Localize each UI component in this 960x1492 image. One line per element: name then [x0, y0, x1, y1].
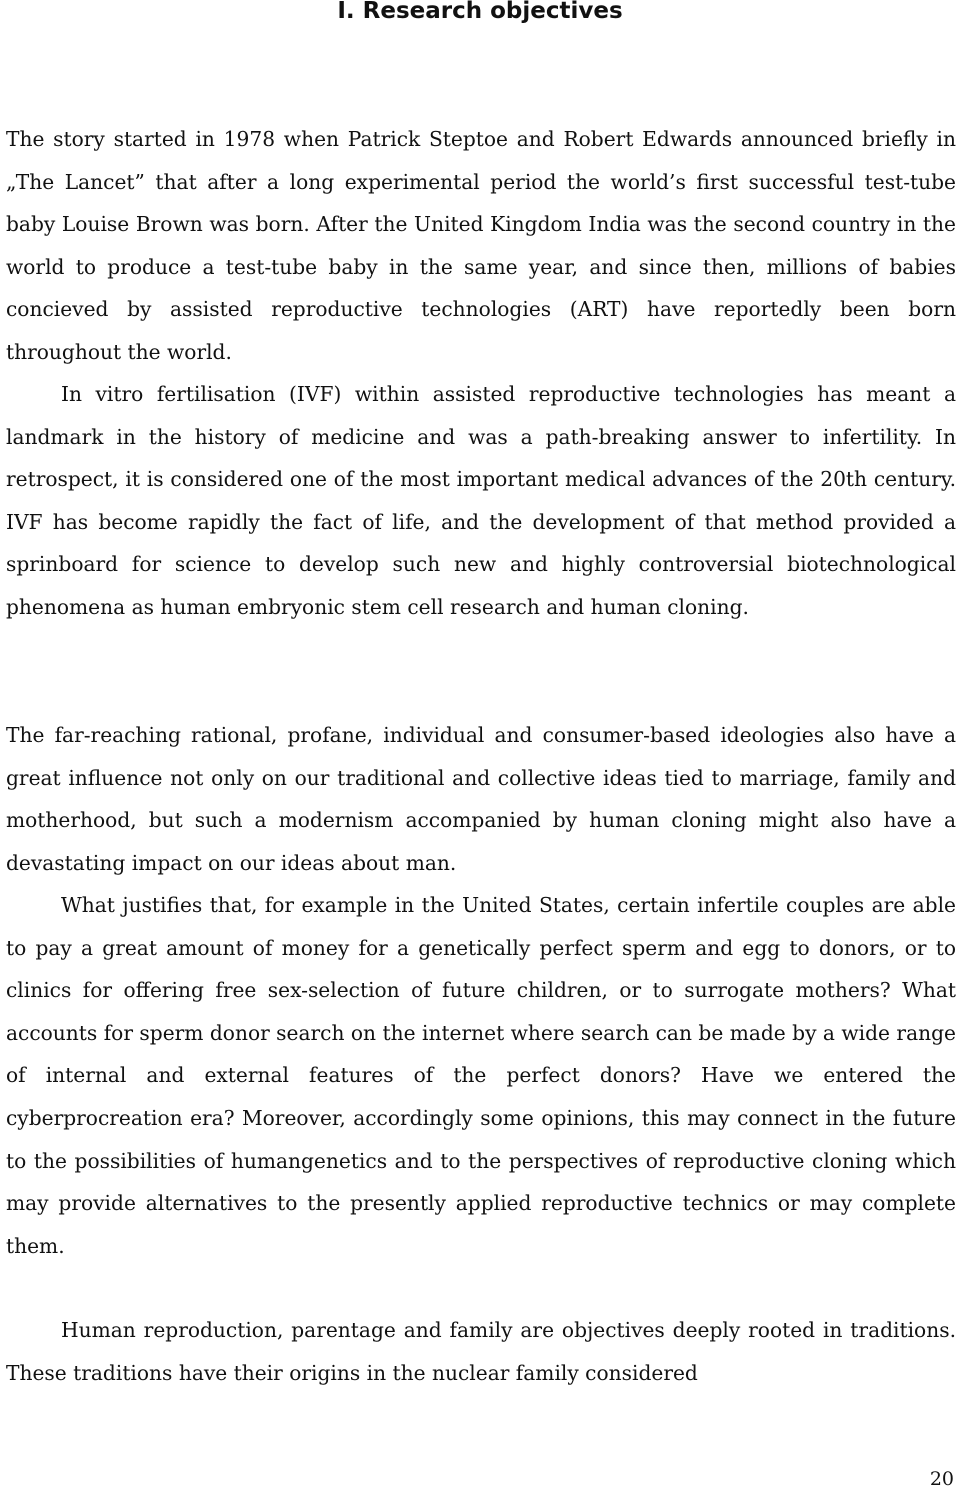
paragraph-3: The far-reaching rational, profane, individual and consumer-based ideologies also have a great influence not only on our traditional and collective ideas tied to marriage, family and motherhood, but such a modernism accompanied by human cloning might also have a devastating impact on our ideas about man.: [6, 723, 956, 875]
paragraph-1: The story started in 1978 when Patrick Steptoe and Robert Edwards announced briefly in „The Lancet” that after a long experimental period the world’s first successful test-tube baby Louise Brown was born. After the United Kingdom India was the second country in the world to produce a test-tube baby in the same year, and since then, millions of babies concieved by assisted reproductive technologies (ART) have reportedly been born throughout the world.: [6, 127, 956, 364]
paragraph-2: In vitro fertilisation (IVF) within assisted reproductive technologies has meant a landmark in the history of medicine and was a path-breaking answer to infertility. In retrospect, it is considered one of the most important medical advances of the 20th century. IVF has become rapidly the fact of life, and the development of that method provided a sprinboard for science to develop such new and highly controversial biotechnological phenomena as human embryonic stem cell research and human cloning.: [6, 382, 956, 619]
paragraph-4: What justifies that, for example in the United States, certain infertile couples are able to pay a great amount of money for a genetically perfect sperm and egg to donors, or to clinics for offering free sex-selection of future children, or to surrogate mothers? What accounts for sperm donor search on the internet where search can be made by a wide range of internal and external features of the perfect donors? Have we entered the cyberprocreation era? Moreover, accordingly some opinions, this may connect in the future to the possibilities of humangenetics and to the perspectives of reproductive cloning which may provide alternatives to the presently applied reproductive technics or may complete them.: [6, 893, 956, 1258]
page-number: 20: [929, 1468, 954, 1490]
page-title: I. Research objectives: [337, 0, 623, 24]
paragraph-5: Human reproduction, parentage and family are objectives deeply rooted in traditions. These traditions have their origins in the nuclear family considered: [6, 1318, 956, 1385]
